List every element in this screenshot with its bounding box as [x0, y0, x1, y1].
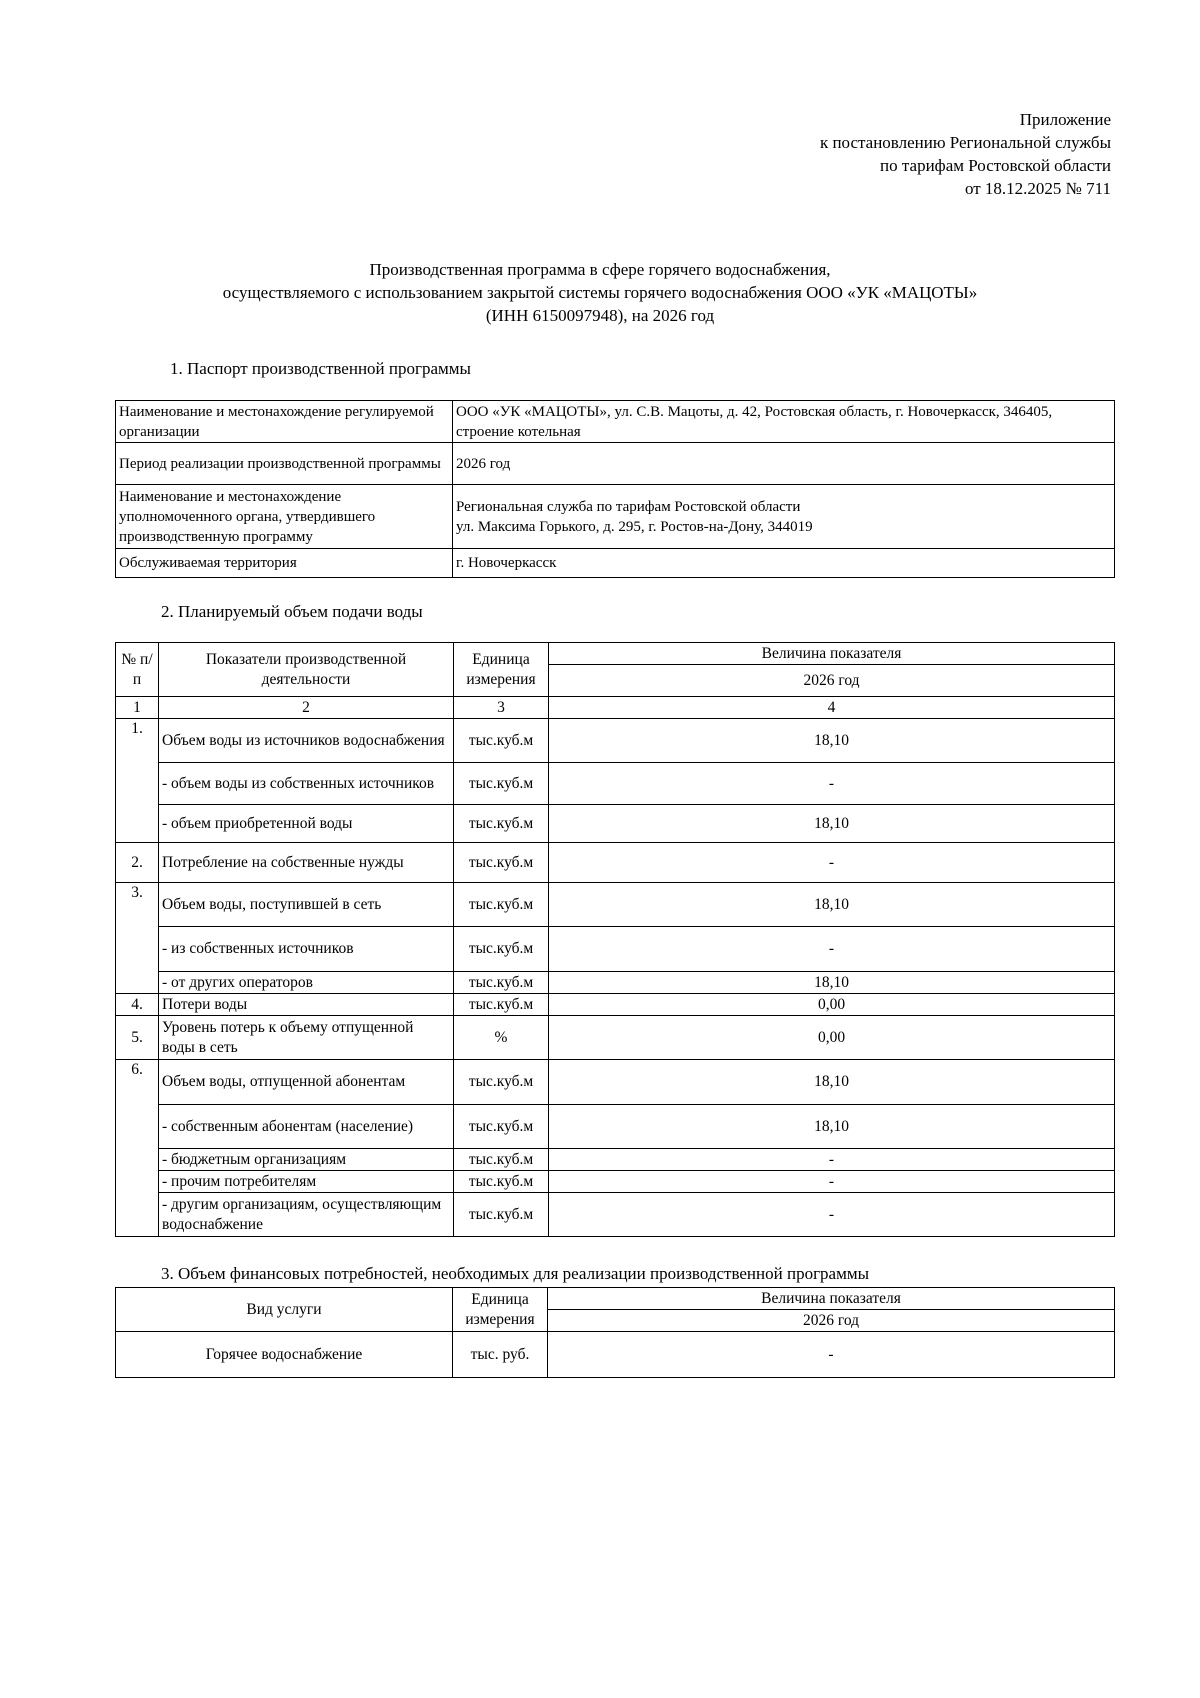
row-name: Уровень потерь к объему отпущенной воды в сеть	[159, 1016, 454, 1060]
row-unit: тыс.куб.м	[454, 843, 549, 883]
row-num	[116, 1149, 159, 1171]
row-name: - прочим потребителям	[159, 1171, 454, 1193]
row-value: 18,10	[549, 1060, 1115, 1105]
table-row	[116, 883, 1115, 927]
appendix-line: Приложение	[1019, 110, 1111, 129]
passport-value-line: Региональная служба по тарифам Ростовской области	[456, 498, 801, 515]
table-row	[116, 1149, 1115, 1171]
row-unit: тыс.куб.м	[454, 763, 549, 805]
row-num: 2.	[116, 843, 159, 883]
row-num: 5.	[116, 1016, 159, 1060]
row-name: - от других операторов	[159, 972, 454, 994]
row-unit: тыс.куб.м	[454, 1105, 549, 1149]
row-service: Горячее водоснабжение	[116, 1332, 453, 1378]
row-value: 18,10	[549, 972, 1115, 994]
row-name: - объем приобретенной воды	[159, 805, 454, 843]
row-name: - другим организациям, осуществляющим водоснабжение	[159, 1193, 454, 1237]
row-unit: %	[454, 1016, 549, 1060]
row-name: - бюджетным организациям	[159, 1149, 454, 1171]
row-value: 0,00	[549, 994, 1115, 1016]
header-value: Величина показателя	[549, 643, 1115, 665]
passport-table	[115, 400, 1115, 578]
row-name: Потери воды	[159, 994, 454, 1016]
table-row	[116, 805, 1115, 843]
passport-label: Наименование и местонахождение уполномоченного органа, утвердившего производственную программу	[116, 485, 453, 549]
row-value: 0,00	[549, 1016, 1115, 1060]
table-row	[116, 719, 1115, 763]
row-value: -	[549, 1193, 1115, 1237]
row-value: 18,10	[549, 883, 1115, 927]
passport-value	[453, 485, 1115, 549]
row-num	[116, 972, 159, 994]
row-num	[116, 1171, 159, 1193]
row-value: 18,10	[549, 719, 1115, 763]
header-row	[116, 643, 1115, 665]
table-row	[116, 1171, 1115, 1193]
row-unit: тыс.куб.м	[454, 1193, 549, 1237]
row-num: 1.	[116, 719, 159, 763]
row-name: - из собственных источников	[159, 927, 454, 972]
row-value: -	[549, 763, 1115, 805]
row-unit: тыс.куб.м	[454, 719, 549, 763]
row-unit: тыс.куб.м	[454, 972, 549, 994]
table-row	[116, 763, 1115, 805]
finance-table	[115, 1287, 1115, 1378]
table-row	[116, 1105, 1115, 1149]
table-row	[116, 927, 1115, 972]
header-indicator: Показатели производственной деятельности	[159, 643, 454, 697]
row-name: Объем воды, поступившей в сеть	[159, 883, 454, 927]
row-unit: тыс.куб.м	[454, 927, 549, 972]
row-num	[116, 927, 159, 972]
title-line: Производственная программа в сфере горячего водоснабжения,	[369, 260, 831, 279]
passport-value: г. Новочеркасск	[453, 549, 1115, 578]
appendix-block	[691, 108, 1111, 200]
header-year: 2026 год	[548, 1310, 1115, 1332]
header-row	[116, 1288, 1115, 1310]
passport-label: Обслуживаемая территория	[116, 549, 453, 578]
table-row	[116, 401, 1115, 443]
row-value: -	[548, 1332, 1115, 1378]
section-1-heading: 1. Паспорт производственной программы	[170, 359, 471, 378]
header-year: 2026 год	[549, 665, 1115, 697]
table-row	[116, 1332, 1115, 1378]
passport-label: Наименование и местонахождение регулируемой организации	[116, 401, 453, 443]
column-number: 1	[116, 697, 159, 719]
row-value: 18,10	[549, 805, 1115, 843]
row-num: 3.	[116, 883, 159, 927]
row-name: - собственным абонентам (население)	[159, 1105, 454, 1149]
row-unit: тыс.куб.м	[454, 1060, 549, 1105]
table-row	[116, 994, 1115, 1016]
appendix-line: по тарифам Ростовской области	[880, 156, 1111, 175]
appendix-line: к постановлению Региональной службы	[819, 133, 1111, 152]
row-unit: тыс.куб.м	[454, 805, 549, 843]
row-value: -	[549, 927, 1115, 972]
row-num: 6.	[116, 1060, 159, 1105]
header-unit: Единица измерения	[454, 643, 549, 697]
header-service: Вид услуги	[116, 1288, 453, 1332]
header-num: № п/п	[116, 643, 159, 697]
title-line: (ИНН 6150097948), на 2026 год	[485, 306, 715, 325]
column-number: 2	[159, 697, 454, 719]
passport-value-line: ул. Максима Горького, д. 295, г. Ростов-на-Дону, 344019	[456, 518, 813, 535]
table-row	[116, 443, 1115, 485]
appendix-line: от 18.12.2025 № 711	[964, 179, 1111, 198]
row-name: Объем воды, отпущенной абонентам	[159, 1060, 454, 1105]
title-line: осуществляемого с использованием закрытой системы горячего водоснабжения ООО «УК «МАЦОТЫ»	[222, 283, 978, 302]
table-row	[116, 972, 1115, 994]
section-3-heading: 3. Объем финансовых потребностей, необходимых для реализации производственной программы	[161, 1264, 870, 1283]
row-name: Объем воды из источников водоснабжения	[159, 719, 454, 763]
table-row	[116, 1193, 1115, 1237]
column-number: 3	[454, 697, 549, 719]
table-row	[116, 549, 1115, 578]
volume-table	[115, 642, 1115, 1237]
row-unit: тыс.куб.м	[454, 1149, 549, 1171]
row-unit: тыс.куб.м	[454, 883, 549, 927]
section-2-heading: 2. Планируемый объем подачи воды	[161, 602, 423, 621]
row-value: -	[549, 843, 1115, 883]
row-num: 4.	[116, 994, 159, 1016]
column-number-row	[116, 697, 1115, 719]
row-value: 18,10	[549, 1105, 1115, 1149]
document-title	[100, 258, 1100, 327]
row-unit: тыс.куб.м	[454, 994, 549, 1016]
row-num	[116, 763, 159, 805]
table-row	[116, 1016, 1115, 1060]
column-number: 4	[549, 697, 1115, 719]
table-row	[116, 485, 1115, 549]
row-num	[116, 805, 159, 843]
row-name: - объем воды из собственных источников	[159, 763, 454, 805]
header-unit: Единица измерения	[453, 1288, 548, 1332]
row-num	[116, 1193, 159, 1237]
passport-label: Период реализации производственной программы	[116, 443, 453, 485]
header-value: Величина показателя	[548, 1288, 1115, 1310]
row-value: -	[549, 1149, 1115, 1171]
row-name: Потребление на собственные нужды	[159, 843, 454, 883]
row-value: -	[549, 1171, 1115, 1193]
row-unit: тыс.куб.м	[454, 1171, 549, 1193]
passport-value: ООО «УК «МАЦОТЫ», ул. С.В. Мацоты, д. 42, Ростовская область, г. Новочеркасск, 346405, строение котельная	[453, 401, 1115, 443]
passport-value: 2026 год	[453, 443, 1115, 485]
row-unit: тыс. руб.	[453, 1332, 548, 1378]
table-row	[116, 843, 1115, 883]
row-num	[116, 1105, 159, 1149]
table-row	[116, 1060, 1115, 1105]
